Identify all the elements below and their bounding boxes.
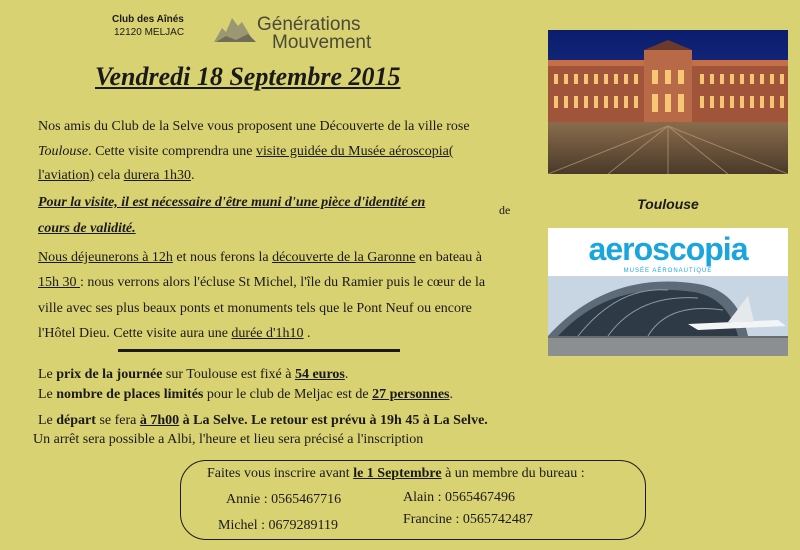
body-line-9: l'Hôtel Dieu. Cette visite aura une durée d'1h10 . xyxy=(38,326,311,341)
contact-michel: Michel : 0679289119 xyxy=(218,518,339,533)
divider xyxy=(118,349,400,352)
club-name: Club des Aînés xyxy=(112,14,184,25)
id-requirement-line-2: cours de validité. xyxy=(38,221,136,236)
logo-text-line1: Générations xyxy=(257,14,361,35)
body-line-8: ville avec ses plus beaux ponts et monuments tels que le Pont Neuf ou encore xyxy=(38,301,472,316)
stop-line: Un arrêt sera possible a Albi, l'heure et lieu sera précisé a l'inscription xyxy=(33,432,424,447)
body-line-7: 15h 30 : nous verrons alors l'écluse St Michel, l'île du Ramier puis le cœur de la xyxy=(38,275,486,290)
body-line-2: Toulouse. Cette visite comprendra une visite guidée du Musée aéroscopia( xyxy=(38,144,454,159)
generations-mouvement-logo xyxy=(212,8,412,52)
departure-line: Le départ se fera à 7h00 à La Selve. Le retour est prévu à 19h 45 à La Selve. xyxy=(38,413,488,428)
registration-intro: Faites vous inscrire avant le 1 Septembre à un membre du bureau : xyxy=(207,466,585,481)
body-line-1: Nos amis du Club de la Selve vous proposent une Découverte de la ville rose xyxy=(38,119,470,134)
aeroscopia-photo xyxy=(548,228,788,356)
aeroscopia-subtitle: MUSÉE AÉRONAUTIQUE xyxy=(623,268,713,274)
toulouse-capitole-photo xyxy=(548,30,788,174)
places-line: Le nombre de places limités pour le club de Meljac est de 27 personnes. xyxy=(38,387,454,402)
logo-text-line2: Mouvement xyxy=(272,32,372,53)
contact-annie: Annie : 0565467716 xyxy=(226,492,342,507)
club-address: 12120 MELJAC xyxy=(114,27,185,38)
contact-francine: Francine : 0565742487 xyxy=(403,512,533,527)
photo-caption-toulouse: Toulouse xyxy=(637,196,699,212)
body-line-6: Nous déjeunerons à 12h et nous ferons la découverte de la Garonne en bateau à xyxy=(38,250,482,265)
landscape-icon xyxy=(212,8,258,48)
contact-alain: Alain : 0565467496 xyxy=(403,490,515,505)
aeroscopia-logo-text: aeroscopia xyxy=(588,231,748,267)
page-title: Vendredi 18 Septembre 2015 xyxy=(95,62,401,91)
stray-word-de: de xyxy=(499,203,511,217)
id-requirement-line-1: Pour la visite, il est nécessaire d'être muni d'une pièce d'identité en xyxy=(38,195,426,210)
body-line-3: l'aviation) cela durera 1h30. xyxy=(38,168,195,183)
price-line: Le prix de la journée sur Toulouse est fixé à 54 euros. xyxy=(38,367,349,382)
